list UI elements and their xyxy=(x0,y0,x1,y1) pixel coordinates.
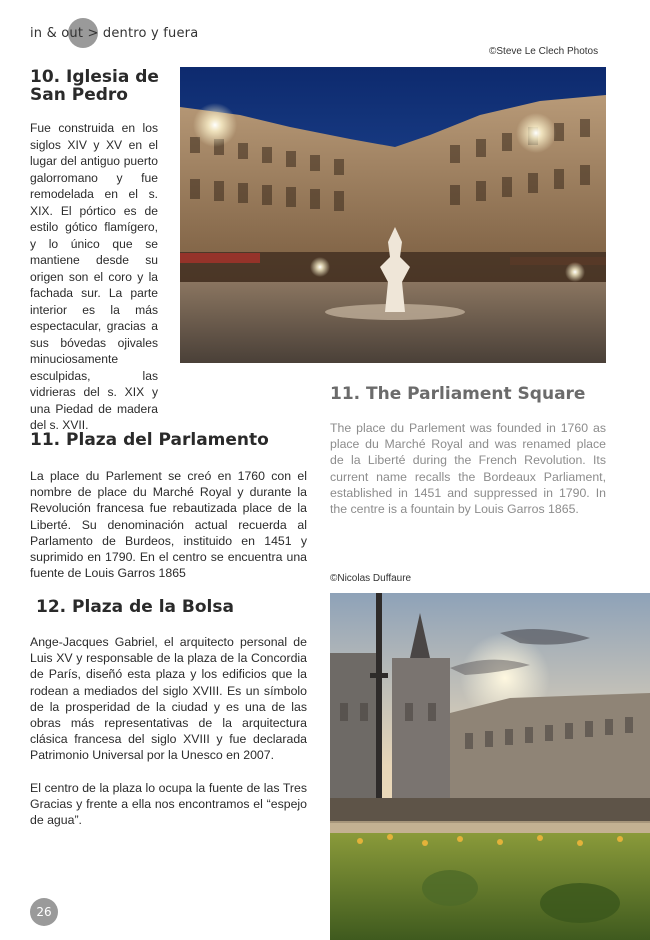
section-11-en-body: The place du Parlement was founded in 1760 as place du Marché Royal and was renamed place de la Liberté during the French Revolution. Its current name recalls the Bordeaux Parliament, established in 1451 and suppressed in 1790. In the centre is a fountain by Louis Garros 1865. xyxy=(330,421,606,517)
section-11-en-title: 11. The Parliament Square xyxy=(330,384,586,404)
section-12-paragraph-1: Ange-Jacques Gabriel, el arquitecto personal de Luis XV y responsable de la plaza de la Concordia de París, diseñó esta plaza y los edificios que la rodean a mediados del siglo XVIII. Es un símbolo de la prosperidad de la ciudad y es una de las obras más representativas de la arquitectura clásica francesa del siglo XVIII y fue declarada Patrimonio Universal por la Unesco en 2007. xyxy=(30,635,307,763)
section-12-body xyxy=(30,634,307,844)
section-10-title-line2: San Pedro xyxy=(30,85,128,105)
parliament-square-photo xyxy=(180,67,606,363)
page-number: 26 xyxy=(30,898,58,926)
running-header xyxy=(30,22,230,48)
header-text: in & out > dentro y fuera xyxy=(30,26,199,41)
section-10-body: Fue construida en los siglos XIV y XV en el lugar del antiguo puerto galorromano y fue remodelada en el s. XIX. El pórtico es de estilo gótico flamígero, y lo único que se mantiene desde su origen son el coro y la fachada sur. La parte interior es la más espectacular, gracias a sus bóvedas ojivales minuciosamente esculpidas, las vidrieras del s. XIX y una Piedad de madera del s. XVII. xyxy=(30,121,158,432)
section-11-body: La place du Parlement se creó en 1760 con el nombre de place du Marché Royal y durante la Revolución francesa fue rebautizada place de la Liberté. Su denominación actual recuerda al Parlamento de Burdeos, instituido en 1451 y suprimido en 1790. En el centro se encuentra una fuente de Louis Garros 1865 xyxy=(30,469,307,581)
place-de-la-bourse-photo xyxy=(330,593,650,940)
section-12-paragraph-2: El centro de la plaza lo ocupa la fuente de las Tres Gracias y frente a ella nos encontramos el “espejo de agua”. xyxy=(30,780,307,828)
section-10-title xyxy=(30,68,159,104)
section-12-title: 12. Plaza de la Bolsa xyxy=(36,597,234,617)
photo-credit-top: ©Steve Le Clech Photos xyxy=(489,46,599,57)
section-11-title: 11. Plaza del Parlamento xyxy=(30,430,269,450)
photo-credit-bottom: ©Nicolas Duffaure xyxy=(330,573,412,584)
section-10-title-line1: 10. Iglesia de xyxy=(30,67,159,87)
